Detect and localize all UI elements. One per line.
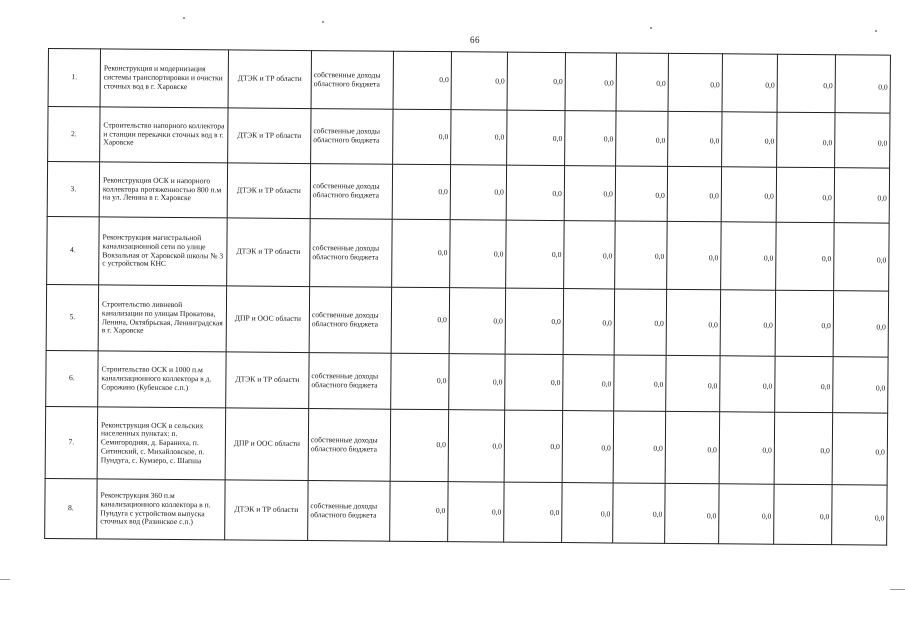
funding-value-cell: 0,0 (507, 52, 565, 110)
scan-speck (875, 30, 877, 32)
funding-value-cell: 0,0 (449, 354, 505, 410)
scan-speck (650, 27, 652, 29)
funding-value-cell: 0,0 (564, 221, 616, 289)
funding-value-cell: 0,0 (507, 110, 565, 165)
funding-value-cell: 0,0 (562, 411, 614, 483)
funding-value-cell: 0,0 (774, 484, 832, 544)
measure-name-cell: Строительство ливневой канализации по улицам Прокатова, Ленина, Октябрьская, Ленинградская в г. Харовске (98, 285, 227, 352)
table-row (48, 107, 890, 169)
funding-value-cell: 0,0 (832, 413, 888, 485)
funding-value-cell: 0,0 (834, 223, 890, 291)
funding-value-cell: 0,0 (616, 53, 668, 111)
funding-value-cell: 0,0 (393, 109, 451, 164)
funding-value-cell: 0,0 (719, 484, 774, 544)
funding-value-cell: 0,0 (390, 481, 448, 541)
scan-speck (183, 17, 185, 19)
row-number-cell: 8. (45, 478, 97, 538)
funding-value-cell: 0,0 (450, 220, 507, 288)
funding-source-cell: собственные доходы областного бюджета (308, 481, 390, 542)
funding-value-cell: 0,0 (506, 220, 565, 288)
measure-name-cell: Реконструкция 360 п.м канализационного коллектора в п. Пундуга с устройством выпуска сточных вод (Разинское с.п.) (97, 479, 225, 540)
funding-value-cell: 0,0 (449, 288, 506, 354)
funding-value-cell: 0,0 (834, 168, 889, 223)
funding-value-cell: 0,0 (722, 54, 777, 112)
table-body (45, 49, 891, 546)
funding-value-cell: 0,0 (563, 355, 614, 411)
executor-cell: ДТЭК и ТР области (226, 352, 309, 409)
funding-value-cell: 0,0 (563, 289, 615, 355)
page-number: 66 (470, 35, 480, 45)
funding-value-cell: 0,0 (776, 167, 834, 222)
funding-value-cell: 0,0 (616, 111, 668, 166)
row-number-cell: 2. (48, 107, 100, 162)
scan-speck (322, 21, 324, 23)
funding-value-cell: 0,0 (667, 166, 721, 221)
funding-value-cell: 0,0 (668, 111, 722, 166)
funding-value-cell: 0,0 (833, 291, 889, 357)
table-row (47, 216, 890, 291)
executor-cell: ДПР и ООС области (225, 408, 309, 481)
funding-value-cell: 0,0 (614, 289, 667, 355)
funding-value-cell: 0,0 (666, 289, 721, 355)
funding-source-cell: собственные доходы областного бюджета (309, 287, 392, 354)
funding-value-cell: 0,0 (504, 410, 563, 482)
funding-value-cell: 0,0 (777, 112, 835, 167)
funding-value-cell: 0,0 (450, 165, 506, 220)
funding-value-cell: 0,0 (451, 52, 507, 110)
funding-source-cell: собственные доходы областного бюджета (308, 409, 391, 482)
funding-value-cell: 0,0 (775, 356, 833, 412)
funding-value-cell: 0,0 (721, 167, 776, 222)
funding-value-cell: 0,0 (565, 111, 616, 166)
program-table (44, 48, 891, 546)
measure-name-cell: Реконструкция ОСК в сельских населенных пунктах: п. Семигородняя, д. Баранихa, п. Ситинский, с. Михайловское, п. Пундуга, с. Кумзеро, с. Шапша (97, 407, 226, 480)
funding-value-cell: 0,0 (776, 222, 835, 290)
funding-value-cell: 0,0 (667, 221, 722, 289)
measure-name-cell: Реконструкция магистральной канализационной сети по улице Вокзальная от Харовской школы № 3 с устройством КНС (99, 217, 228, 286)
funding-value-cell: 0,0 (393, 51, 451, 109)
table-row (46, 284, 888, 357)
funding-value-cell: 0,0 (613, 483, 665, 543)
executor-cell: ДТЭК и ТР области (227, 163, 310, 219)
funding-value-cell: 0,0 (451, 110, 507, 165)
funding-source-cell: собственные доходы областного бюджета (311, 51, 393, 110)
funding-value-cell: 0,0 (562, 483, 613, 543)
measure-name-cell: Строительство напорного коллектора и станции перекачки сточных вод в г. Харовске (100, 107, 228, 163)
funding-value-cell: 0,0 (720, 356, 775, 412)
table-row (45, 406, 888, 485)
funding-value-cell: 0,0 (835, 55, 890, 113)
funding-source-cell: собственные доходы областного бюджета (310, 219, 393, 288)
measure-name-cell: Реконструкция ОСК и напорного коллектора протяженностью 800 п.м на ул. Ленина в г. Харовске (99, 162, 227, 218)
scan-edge-mark (890, 589, 905, 590)
executor-cell: ДТЭК и ТР области (225, 480, 308, 541)
measure-name-cell: Строительство ОСК и 1000 п.м канализационного коллектора в д. Сорожино (Кубенское с.п.) (98, 351, 226, 408)
row-number-cell: 3. (47, 162, 99, 217)
row-number-cell: 4. (47, 216, 100, 284)
scan-edge-mark (0, 579, 10, 580)
funding-value-cell: 0,0 (722, 112, 777, 167)
row-number-cell: 1. (48, 49, 100, 107)
funding-value-cell: 0,0 (835, 113, 890, 168)
executor-cell: ДТЭК и ТР области (228, 108, 311, 164)
document-sheet (44, 48, 890, 546)
executor-cell: ДТЭК и ТР области (227, 218, 311, 287)
row-number-cell: 5. (46, 284, 99, 350)
row-number-cell: 7. (45, 406, 98, 478)
funding-value-cell: 0,0 (720, 290, 776, 356)
funding-value-cell: 0,0 (721, 222, 777, 290)
measure-name-cell: Реконструкция и модернизация системы транспортировки и очистки сточных вод в г. Харовске (100, 49, 228, 108)
funding-value-cell: 0,0 (832, 485, 887, 545)
funding-source-cell: собственные доходы областного бюджета (309, 353, 391, 410)
funding-value-cell: 0,0 (392, 164, 450, 219)
funding-value-cell: 0,0 (615, 221, 668, 289)
executor-cell: ДТЭК и ТР области (228, 50, 311, 109)
funding-value-cell: 0,0 (774, 412, 833, 484)
funding-value-cell: 0,0 (668, 53, 722, 111)
table-row (46, 350, 888, 413)
funding-value-cell: 0,0 (504, 482, 562, 542)
funding-value-cell: 0,0 (448, 410, 505, 482)
executor-cell: ДПР и ООС области (226, 286, 310, 353)
funding-value-cell: 0,0 (505, 354, 563, 410)
funding-value-cell: 0,0 (564, 166, 615, 221)
funding-value-cell: 0,0 (448, 482, 504, 542)
funding-value-cell: 0,0 (391, 353, 449, 409)
funding-source-cell: собственные доходы областного бюджета (311, 109, 393, 165)
funding-value-cell: 0,0 (833, 357, 888, 413)
funding-value-cell: 0,0 (614, 355, 666, 411)
funding-value-cell: 0,0 (719, 412, 775, 484)
funding-value-cell: 0,0 (506, 165, 564, 220)
funding-source-cell: собственные доходы областного бюджета (310, 164, 392, 220)
funding-value-cell: 0,0 (615, 166, 667, 221)
table-row (47, 162, 889, 224)
funding-value-cell: 0,0 (565, 53, 616, 111)
funding-value-cell: 0,0 (777, 54, 835, 112)
funding-value-cell: 0,0 (665, 411, 720, 483)
funding-value-cell: 0,0 (392, 219, 451, 287)
row-number-cell: 6. (46, 350, 98, 406)
table-row (45, 478, 887, 545)
funding-value-cell: 0,0 (613, 411, 666, 483)
funding-value-cell: 0,0 (390, 409, 449, 481)
funding-value-cell: 0,0 (505, 288, 564, 354)
funding-value-cell: 0,0 (391, 287, 450, 353)
table-row (48, 49, 890, 114)
funding-value-cell: 0,0 (775, 290, 834, 356)
funding-value-cell: 0,0 (666, 355, 720, 411)
funding-value-cell: 0,0 (665, 483, 719, 543)
